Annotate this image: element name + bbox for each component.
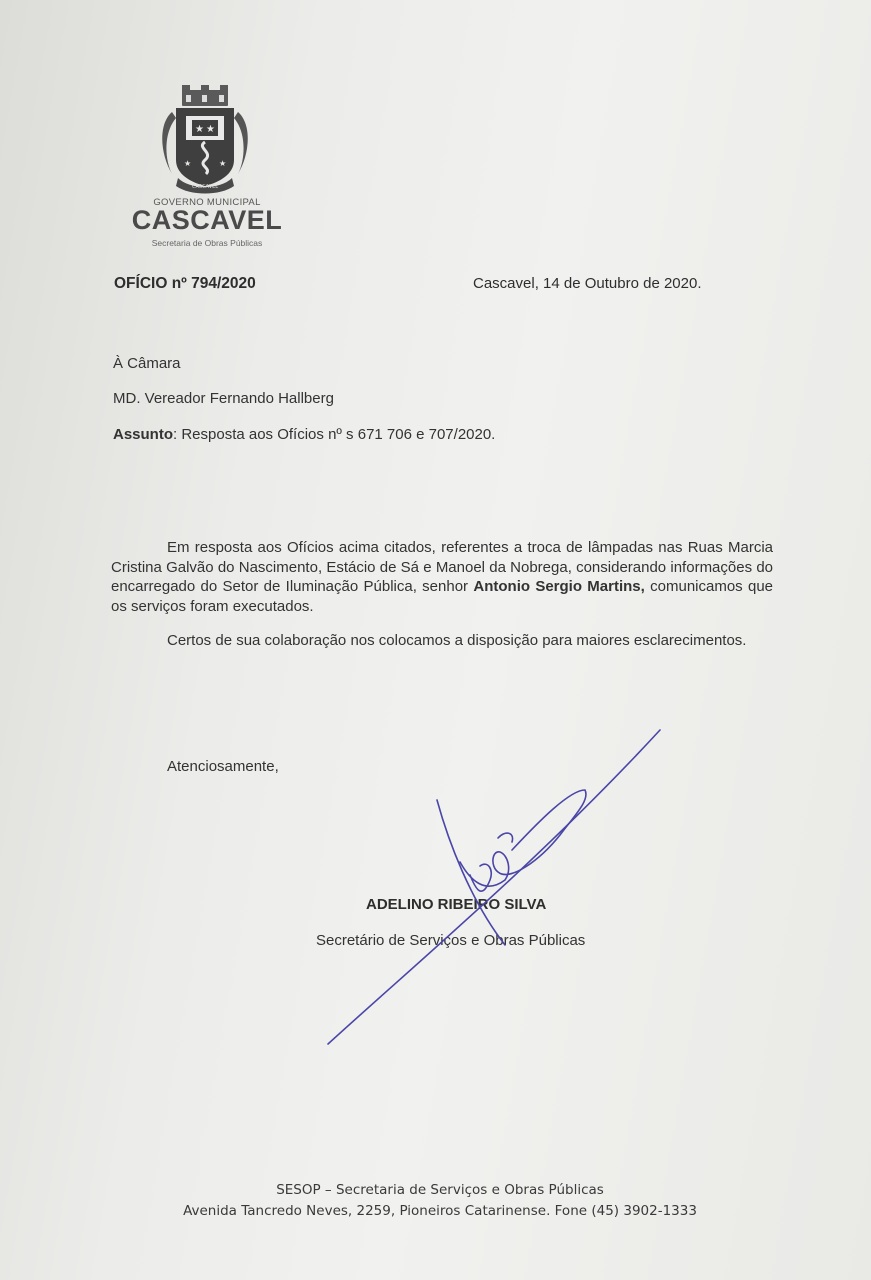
subject-label: Assunto: [113, 426, 173, 443]
signer-name: ADELINO RIBEIRO SILVA: [366, 896, 547, 913]
subject-text: : Resposta aos Ofícios nº s 671 706 e 707/2020.: [173, 426, 496, 443]
closing-salutation: Atenciosamente,: [167, 758, 279, 775]
body-paragraph-1-person: Antonio Sergio Martins,: [473, 578, 645, 595]
svg-text:★: ★: [184, 159, 192, 168]
footer-address: Avenida Tancredo Neves, 2259, Pioneiros Catarinense. Fone (45) 3902-1333: [183, 1203, 697, 1219]
svg-text:★: ★: [195, 124, 204, 135]
document-reference-number: OFÍCIO nº 794/2020: [114, 275, 256, 292]
body-paragraph-1-end: comunicamos que os serviços foram executados.: [111, 578, 773, 615]
signer-title: Secretário de Serviços e Obras Públicas: [316, 932, 586, 949]
svg-text:★: ★: [219, 159, 227, 168]
logo-government-label: GOVERNO MUNICIPAL: [153, 197, 261, 208]
body-paragraph-2: Certos de sua colaboração nos colocamos a disposição para maiores esclarecimentos.: [167, 632, 747, 649]
body-paragraph-1: [111, 538, 773, 616]
svg-text:★: ★: [206, 124, 215, 135]
footer-department: SESOP – Secretaria de Serviços e Obras Públicas: [276, 1182, 604, 1198]
svg-text:CASCAVEL: CASCAVEL: [191, 184, 219, 190]
crown-icon: [182, 85, 228, 106]
addressee-name: MD. Vereador Fernando Hallberg: [113, 390, 334, 407]
body-paragraph-1-text: Em resposta aos Ofícios acima citados, referentes a troca de lâmpadas nas Ruas Marcia Cristina Galvão do Nascimento, Estácio de Sá e Manoel da Nobrega, considerando informações do encarregado do Setor de Iluminação Pública, senhor: [111, 539, 773, 595]
addressee-institution: À Câmara: [113, 355, 181, 372]
logo-secretariat-label: Secretaria de Obras Públicas: [151, 238, 263, 248]
logo-city-name: CASCAVEL: [131, 205, 283, 235]
subject-line: [113, 426, 495, 443]
document-date: Cascavel, 14 de Outubro de 2020.: [473, 275, 702, 292]
